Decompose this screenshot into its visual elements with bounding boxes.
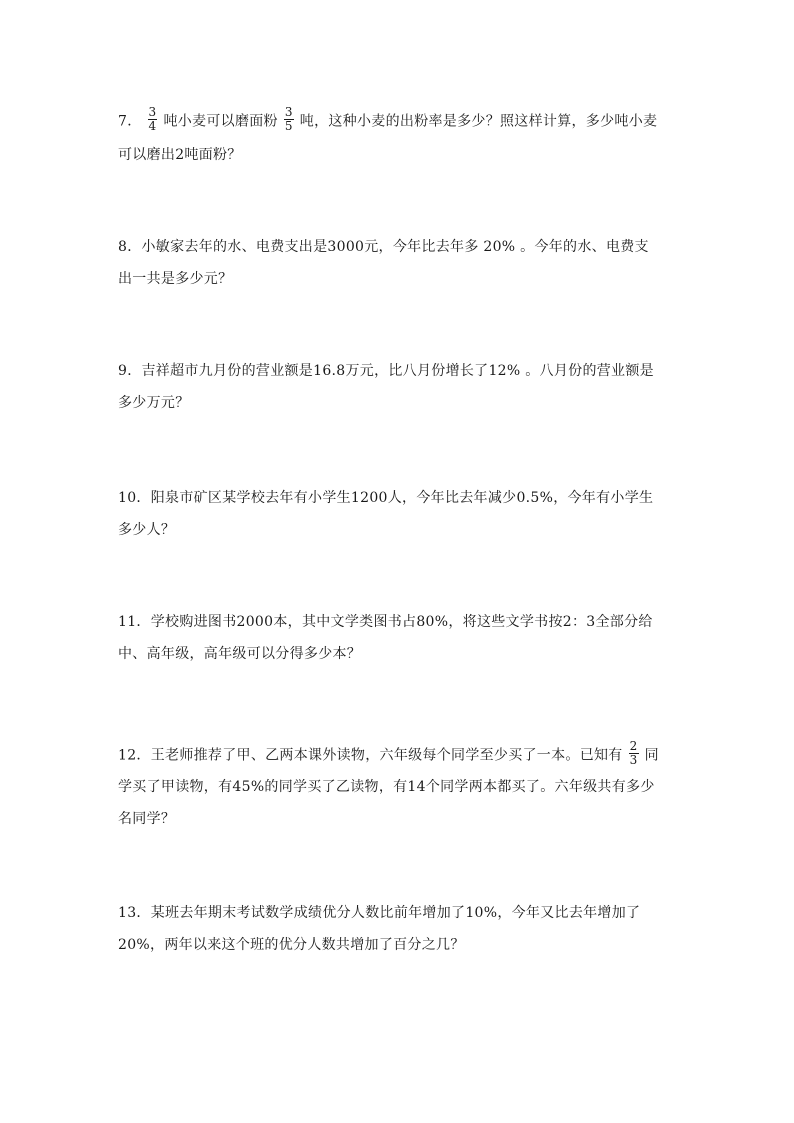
problem-text: 吨小麦可以磨面粉: [163, 113, 278, 130]
problem-8-line-1: [118, 238, 649, 256]
problem-text: 中、高年级，高年级可以分得多少本？: [118, 646, 362, 662]
fraction-denominator: 4: [148, 119, 157, 133]
fraction-numerator: 3: [284, 105, 293, 119]
fraction-denominator: 5: [284, 119, 293, 133]
fraction: [284, 106, 294, 133]
problem-text: 8．小敏家去年的水、电费支出是3000元，今年比去年多 20% 。今年的水、电费支: [118, 239, 649, 255]
problem-8-line-2: [118, 270, 232, 288]
problem-text: 可以磨出2吨面粉？: [118, 147, 242, 163]
problem-11-line-2: [118, 645, 361, 663]
problem-number: 7．: [118, 113, 142, 130]
fraction-numerator: 3: [148, 105, 157, 119]
problem-12-line-2: [118, 778, 655, 796]
problem-text: 12．王老师推荐了甲、乙两本课外读物，六年级每个同学至少买了一本。已知有: [118, 747, 623, 764]
problem-12-line-3: [118, 810, 175, 828]
problem-11-line-1: [118, 613, 653, 631]
fraction-numerator: 2: [629, 739, 638, 753]
problem-7-line-1: [118, 105, 658, 135]
fraction-denominator: 3: [629, 753, 638, 767]
problem-12-line-1: [118, 739, 659, 769]
problem-text: 出一共是多少元？: [118, 271, 233, 287]
problem-text: 学买了甲读物，有45%的同学买了乙读物，有14个同学两本都买了。六年级共有多少: [118, 779, 655, 795]
problem-text: 名同学？: [118, 811, 176, 827]
problem-text: 20%，两年以来这个班的优分人数共增加了百分之几？: [118, 937, 465, 953]
problem-text: 10．阳泉市矿区某学校去年有小学生1200人，今年比去年减少0.5%，今年有小学生: [118, 490, 654, 506]
fraction: [629, 740, 639, 767]
fraction: [148, 106, 158, 133]
problem-text: 11．学校购进图书2000本，其中文学类图书占80%，将这些文学书按2：3全部分给: [118, 614, 653, 630]
problem-13-line-1: [118, 904, 640, 922]
problem-9-line-1: [118, 362, 654, 380]
problem-7-line-2: [118, 146, 242, 164]
problem-10-line-2: [118, 521, 175, 539]
problem-9-line-2: [118, 394, 190, 412]
problem-13-line-2: [118, 936, 465, 954]
problem-text: 9．吉祥超市九月份的营业额是16.8万元，比八月份增长了12% 。八月份的营业额是: [118, 363, 654, 379]
problem-10-line-1: [118, 489, 653, 507]
problem-text: 13．某班去年期末考试数学成绩优分人数比前年增加了10%，今年又比去年增加了: [118, 905, 641, 921]
problem-text: 同: [644, 747, 659, 764]
problem-text: 吨，这种小麦的出粉率是多少？照这样计算，多少吨小麦: [299, 113, 658, 130]
problem-text: 多少万元？: [118, 395, 190, 411]
problem-text: 多少人？: [118, 522, 176, 538]
